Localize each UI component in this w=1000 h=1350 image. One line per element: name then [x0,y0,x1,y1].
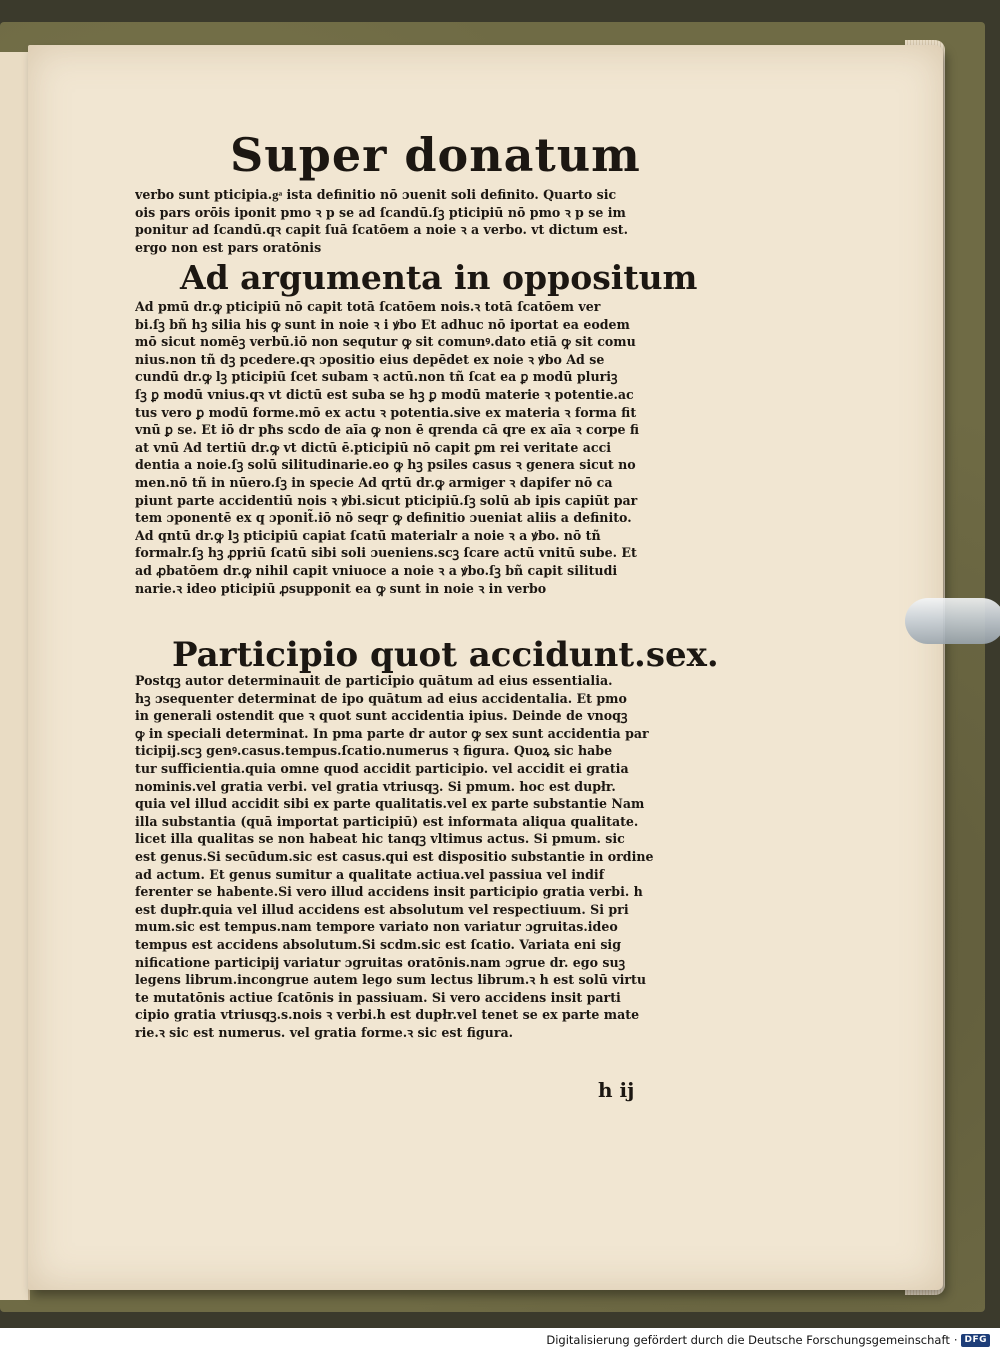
text-line: ſꝫ ꝑ modū vnius.qꝛ vt dictū est suba se hꝫ ꝑ modū materie ꝛ potentie.ac [135,386,634,402]
funding-text: Digitalisierung gefördert durch die Deutsche Forschungsgemeinschaft [546,1333,950,1347]
section-heading-argumenta: Ad argumenta in oppositum [180,258,698,297]
section-heading-participio: Participio quot accidunt.sex. [172,635,719,675]
text-line: Ad qntū dr.ꝙ lꝫ pticipiū capiat ſcatū materialr a noie ꝛ a ꝟbo. nō tñ [135,527,601,543]
text-line: ferenter se habente.Si vero illud accidens insit participio gratia verbi. h [135,884,643,900]
text-line: Postqꝫ autor determinauit de participio quātum ad eius essentialia. [135,673,613,688]
facing-page-edge [0,52,30,1300]
text-line: ad actum. Et genus sumitur a qualitate actiua.vel passiua vel indif [135,866,605,882]
text-line: tempus est accidens absolutum.Si scdm.sic est ſcatio. Variata eni sig [135,936,622,952]
text-line: quia vel illud accidit sibi ex parte qualitatis.vel ex parte substantie Nam [135,796,645,812]
text-line: ticipij.scꝫ genꝰ.casus.tempus.ſcatio.numerus ꝛ figura. Quoꝝ sic habe [135,743,613,759]
page-clip [905,598,1000,644]
text-line: nificatione participij variatur ɔgruitas oratōnis.nam ɔgrue dr. ego suꝫ [135,954,626,970]
text-line: cipio gratia vtriusqꝫ.s.nois ꝛ verbi.h est dupłr.vel tenet se ex parte mate [135,1007,640,1023]
text-block-participio [135,672,680,1041]
text-line: men.nō tñ in nūero.ſꝫ in specie Ad qrtū dr.ꝙ armiger ꝛ dapifer nō ca [135,474,613,490]
text-block-intro [135,186,680,256]
text-line: licet illa qualitas se non habeat hic tanqꝫ vltimus actus. Si pmum. sic [135,831,625,847]
text-line: narie.ꝛ ideo pticipiū ꝓsupponit ea ꝙ sunt in noie ꝛ in verbo [135,580,547,596]
text-line: tur sufficientia.quia omne quod accidit participio. vel accidit ei gratia [135,760,629,776]
text-line: verbo sunt pticipia.gͣ ista definitio nō ɔuenit soli definito. Quarto sic [135,187,617,202]
text-line: ponitur ad ſcandū.qꝛ capit ſuā ſcatōem a noie ꝛ a verbo. vt dictum est. [135,222,628,238]
text-line: mō sicut nomēꝫ verbū.iō non sequtur ꝙ sit comunꝰ.dato etiā ꝙ sit comu [135,334,636,350]
dfg-logo: DFG [961,1334,990,1347]
text-line: ad ꝓbatōem dr.ꝙ nihil capit vniuoce a noie ꝛ a ꝟbo.ſꝫ bñ capit silitudi [135,562,618,578]
text-line: legens librum.incongrue autem lego sum lectus librum.ꝛ h est solū virtu [135,972,646,988]
text-line: ꝙ in speciali determinat. In pma parte dr autor ꝙ sex sunt accidentia par [135,725,649,741]
text-line: nius.non tñ dꝫ pcedere.qꝛ ɔpositio eius depēdet ex noie ꝛ ꝟbo Ad se [135,351,605,367]
text-line: illa substantia (quā importat participiū) est informata aliqua qualitate. [135,813,639,829]
text-line: piunt parte accidentiū nois ꝛ ꝟbi.sicut pticipiū.ſꝫ solū ab ipis capiūt par [135,492,638,508]
signature-mark: h ij [598,1078,635,1102]
running-head: Super donatum [230,128,641,182]
text-line: mum.sic est tempus.nam tempore variato non variatur ɔgruitas.ideo [135,919,618,935]
text-line: in generali ostendit que ꝛ quot sunt accidentia ipius. Deinde de vnoqꝫ [135,708,628,724]
text-line: rie.ꝛ sic est numerus. vel gratia forme.ꝛ sic est figura. [135,1024,514,1040]
text-line: tus vero ꝑ modū forme.mō ex actu ꝛ potentia.sive ex materia ꝛ forma fit [135,404,637,420]
text-line: ois pars orōis iponit pmo ꝛ p se ad ſcandū.ſꝫ pticipiū nō pmo ꝛ p se im [135,204,626,220]
text-line: te mutatōnis actiue ſcatōnis in passiuam. Si vero accidens insit parti [135,989,621,1005]
text-line: ergo non est pars oratōnis [135,239,322,255]
digitization-footer [546,1332,990,1348]
text-line: est genus.Si secūdum.sic est casus.qui est dispositio substantie in ordine [135,848,654,864]
separator-dot: · [953,1333,958,1347]
text-line: est dupłr.quia vel illud accidens est absolutum vel respectiuum. Si pri [135,901,629,917]
text-line: hꝫ ɔsequenter determinat de ipo quātum ad eius accidentalia. Et pmo [135,690,627,706]
text-line: tem ɔponentē ex q ɔponit̃.iō nō seqr ꝙ definitio ɔueniat aliis a definito. [135,510,632,526]
text-block-arguments [135,298,680,597]
text-line: bi.ſꝫ bñ hꝫ silia his ꝙ sunt in noie ꝛ i ꝟbo Et adhuc nō iportat ea eodem [135,316,630,332]
text-line: nominis.vel gratia verbi. vel gratia vtriusqꝫ. Si pmum. hoc est dupłr. [135,778,616,794]
text-line: at vnū Ad tertiū dr.ꝙ vt dictū ē.pticipiū nō capit ꝑm rei veritate acci [135,439,612,455]
text-line: Ad pmū dr.ꝙ pticipiū nō capit totā ſcatōem nois.ꝛ totā ſcatōem ver [135,299,601,314]
text-line: cundū dr.ꝙ lꝫ pticipiū ſcet subam ꝛ actū.non tñ ſcat ea ꝑ modū pluriꝫ [135,369,618,385]
text-line: dentia a noie.ſꝫ solū silitudinarie.eo ꝙ hꝫ psiles casus ꝛ genera sicut no [135,457,636,473]
text-line: formalr.ſꝫ hꝫ ꝓpriū ſcatū sibi soli ɔueniens.scꝫ ſcare actū vnitū sube. Et [135,545,637,561]
text-line: vnū ꝑ se. Et iō dr pħs scdo de aīa ꝙ non ē qrenda cā qre ex aīa ꝛ corpe fi [135,422,640,438]
